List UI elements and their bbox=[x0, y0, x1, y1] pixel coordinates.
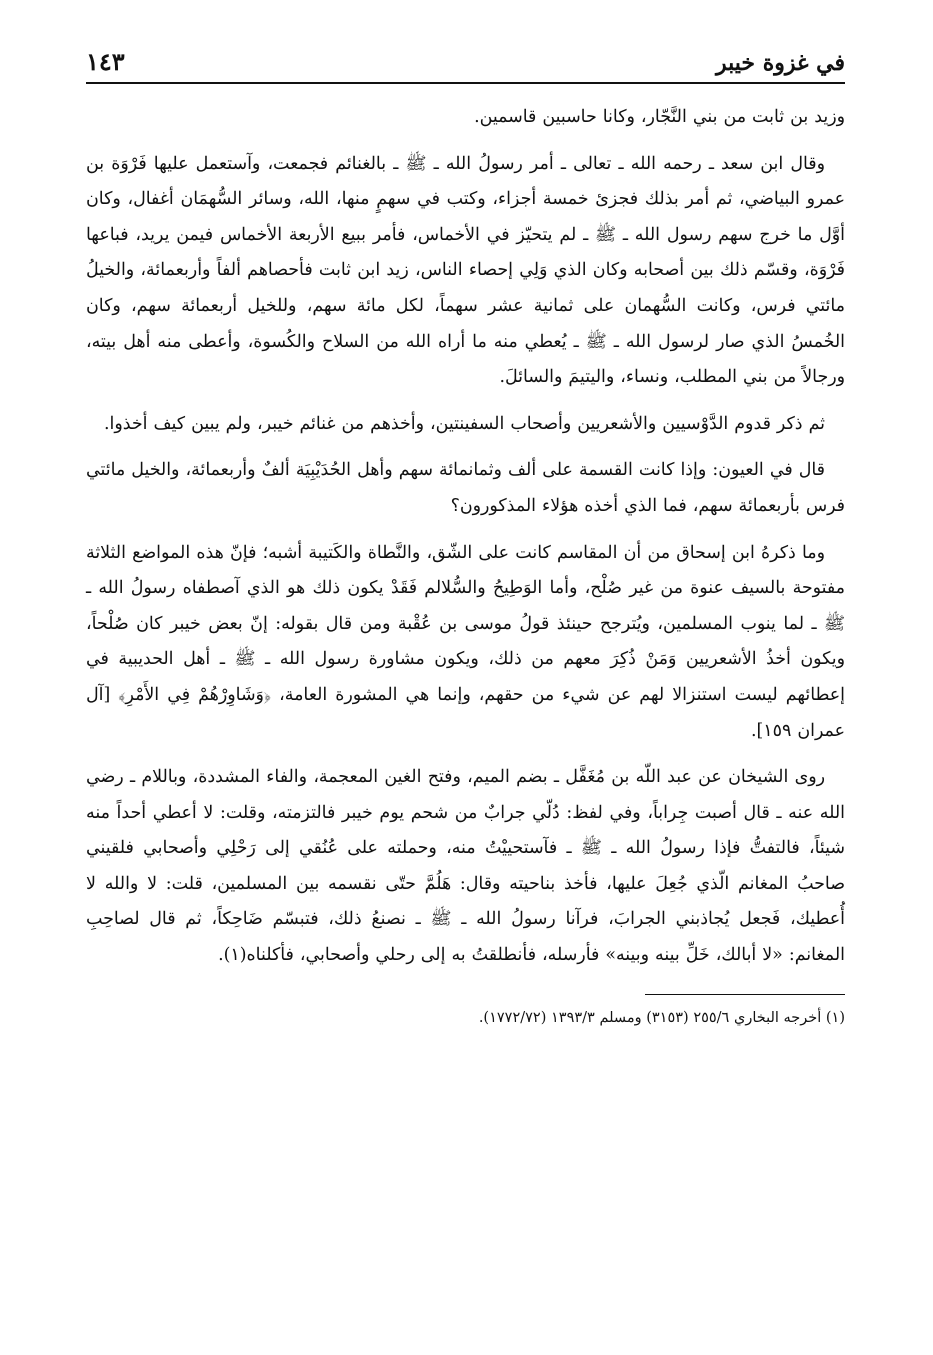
paragraph: وزيد بن ثابت من بني النَّجّار، وكانا حاسبين قاسمين. bbox=[474, 107, 845, 127]
paragraph: قال في العيون: وإذا كانت القسمة على ألف وثمانمائة سهم وأهل الحُدَيْبِيَة ألفٌ وأربعمائة، والخيل مائتي فرس بأربعمائة سهم، فما الذي أخذه هؤلاء المذكورون؟ bbox=[86, 460, 845, 516]
footnote: (١) أخرجه البخاري ٢٥٥/٦ (٣١٥٣) ومسلم ١٣٩٣/٣ (١٧٧٢/٧٢). bbox=[478, 1009, 845, 1026]
page-header bbox=[86, 36, 845, 76]
paragraph: وقال ابن سعد ـ رحمه الله ـ تعالى ـ أمر رسولُ الله ـ ﷺ ـ بالغنائم فجمعت، وآستعمل عليها فَرْوَة بن عمرو البياضي، ثم أمر بذلك فجزئ خمسة أجزاء، وكتب في سهمٍ منها، الله، وسائر السُّهمَان أغفال، وكان أوَّل ما خرج سهم رسول الله ـ ﷺ ـ لم يتحيّز في الأخماس، فأمر ببيع الأربعة الأخماس فيمن يريد، فباعها فَرْوَة، وقسّم ذلك بين أصحابه وكان الذي وَلِي إحصاء الناس، زيد ابن ثابت فأحصاهم ألفاً وأربعمائة، والخيلُ مائتي فرس، وكانت السُّهمان على ثمانية عشر سهماً، لكل مائة سهم، وللخيل أربعمائة سهم، وكان الخُمسُ الذي صار لرسول الله ـ ﷺ ـ يُعطي منه ما أراه الله من السلاح والكُسوة، وأعطى منه أهل بيته، ورجالاً من بني المطلب، ونساء، واليتيمَ والسائلَ. bbox=[86, 153, 845, 388]
paragraph: ثم ذكر قدوم الدَّوْسيين والأشعريين وأصحاب السفينتين، وأخذهم من غنائم خيبر، ولم يبين كيف أخذوا. bbox=[104, 413, 825, 434]
running-title: في غزوة خيبر bbox=[716, 50, 845, 76]
page-number: ١٤٣ bbox=[86, 47, 125, 76]
footnote-rule bbox=[645, 994, 845, 995]
body-text bbox=[86, 100, 845, 974]
header-rule bbox=[86, 82, 845, 84]
paragraph: روى الشيخان عن عبد اللّه بن مُغَفَّل ـ بضم الميم، وفتح الغين المعجمة، والفاء المشددة، وباللام ـ رضي الله عنه ـ قال أصبت جِراباً، وفي لفظ: دُلّي جرابٌ من شحم يوم خيبر فالتزمته، وقلت: لا أعطي أحداً منه شيئاً، فالتفتُّ فإذا رسولُ الله ـ ﷺ ـ فآستحييْتُ منه، وحملته على عُنُقي إلى رَحْلِي وأصحابي فلقيني صاحبُ المغانم الّذي جُعِلَ عليها، فأخذ بناحيته وقال: هَلُمَّ حتّى نقسمه بين المسلمين، قلت: لا والله لا أُعطيك، فَجعل يُجاذبني الجرابَ، فرآنا رسولُ الله ـ ﷺ ـ نصنعُ ذلك، فتبسّم ضَاحِكاً، ثم قال لصاحِبِ المغانم: «لا أبالك، خَلِّ بينه وبينه» فأرسله، فأنطلقتُ به إلى رحلي وأصحابي، فأكلناه(١). bbox=[86, 767, 845, 966]
paragraph: وما ذكرهُ ابن إسحاق من أن المقاسم كانت على الشّق، والنَّطاة والكَتيبة أشبه؛ فإنّ هذه المواضع الثلاثة مفتوحة بالسيف عنوة من غير صُلْح، وأما الوَطِيحُ والسُّلالم فَقَدْ يكون ذلك هو الذي آصطفاه رسولُ الله ـ ﷺ ـ لما ينوب المسلمين، ويُترجح حينئذ قولُ موسى بن عُقْبة ومن قال بقوله: إنّ بعض خيبر كان صُلْحاً، ويكون أخذُ الأشعريين وَمَنْ ذُكِرَ معهم من ذلك، ويكون مشاورة رسول الله ـ ﷺ ـ أهل الحديبية في إعطائهم ليست استنزالا لهم عن شيء من حقهم، وإنما هي المشورة العامة، ﴿وَشَاوِرْهُمْ فِي الأَمْرِ﴾ [آل عمران ١٥٩]. bbox=[86, 542, 845, 741]
